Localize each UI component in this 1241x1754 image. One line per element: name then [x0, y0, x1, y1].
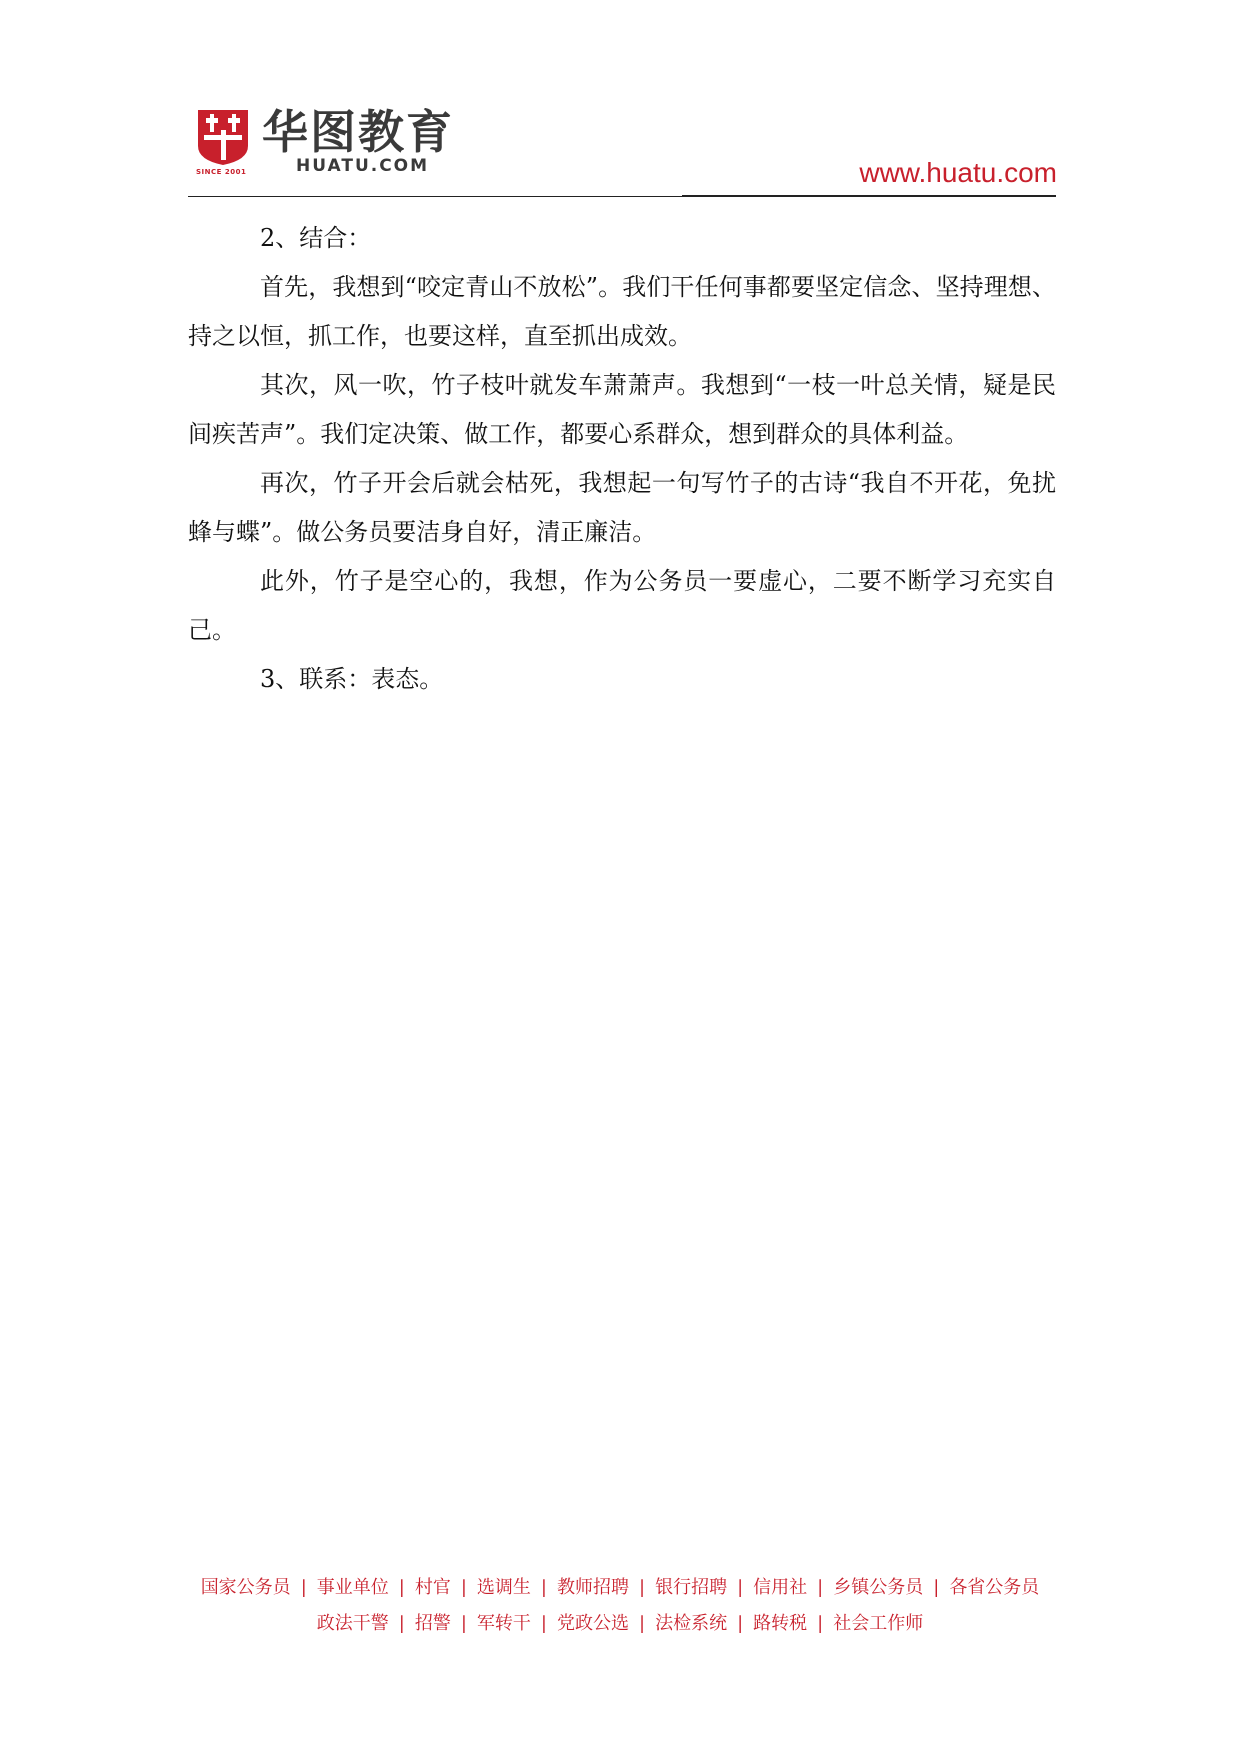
footer-separator: | [737, 1613, 744, 1634]
footer-link-item[interactable]: 教师招聘 [557, 1577, 629, 1598]
logo-since-text: SINCE 2001 [196, 168, 247, 176]
document-body [188, 214, 1056, 704]
huatu-logo-mark-icon [196, 108, 250, 166]
footer-separator: | [460, 1613, 467, 1634]
footer-link-item[interactable]: 军转干 [476, 1613, 531, 1634]
footer-separator: | [398, 1613, 405, 1634]
logo-english-name: HUATU.COM [296, 156, 430, 176]
header-divider-accent [682, 195, 1056, 197]
footer-link-item[interactable]: 社会工作师 [833, 1613, 924, 1634]
footer-link-item[interactable]: 招警 [414, 1613, 451, 1634]
footer-link-item[interactable]: 事业单位 [316, 1577, 389, 1598]
footer-separator: | [540, 1613, 547, 1634]
paragraph-section-2-heading: 2、结合： [260, 224, 372, 252]
page-header [0, 0, 1241, 200]
paragraph-third: 再次，竹子开会后就会枯死，我想起一句写竹子的古诗“我自不开花，免扰蜂与蝶”。做公务员要洁身自好，清正廉洁。 [188, 469, 1056, 546]
footer-line-2 [170, 1606, 1070, 1642]
footer-line-1 [170, 1570, 1070, 1606]
paragraph-section-3: 3、联系：表态。 [260, 665, 444, 693]
paragraph-second: 其次，风一吹，竹子枝叶就发车萧萧声。我想到“一枝一叶总关情，疑是民间疾苦声”。我们定决策、做工作，都要心系群众，想到群众的具体利益。 [188, 371, 1056, 448]
footer-link-item[interactable]: 村官 [414, 1577, 451, 1598]
footer-link-item[interactable]: 党政公选 [557, 1613, 629, 1634]
huatu-logo[interactable] [196, 105, 476, 180]
footer-link-item[interactable]: 信用社 [753, 1577, 808, 1598]
footer-separator: | [460, 1577, 467, 1598]
footer-link-item[interactable]: 选调生 [476, 1577, 531, 1598]
footer-link-item[interactable]: 乡镇公务员 [833, 1577, 924, 1598]
footer-separator: | [398, 1577, 405, 1598]
footer-links [170, 1570, 1070, 1642]
footer-link-item[interactable]: 路转税 [753, 1613, 808, 1634]
logo-chinese-name: 华图教育 [262, 105, 454, 159]
paragraph-first: 首先，我想到“咬定青山不放松”。我们干任何事都要坚定信念、坚持理想、持之以恒，抓工作，也要这样，直至抓出成效。 [188, 273, 1056, 350]
footer-separator: | [933, 1577, 940, 1598]
footer-link-item[interactable]: 国家公务员 [200, 1577, 291, 1598]
footer-link-item[interactable]: 政法干警 [316, 1613, 389, 1634]
footer-separator: | [817, 1613, 824, 1634]
footer-separator: | [737, 1577, 744, 1598]
footer-separator: | [540, 1577, 547, 1598]
footer-link-item[interactable]: 各省公务员 [949, 1577, 1040, 1598]
footer-separator: | [639, 1613, 646, 1634]
footer-separator: | [639, 1577, 646, 1598]
footer-separator: | [817, 1577, 824, 1598]
paragraph-fourth: 此外，竹子是空心的，我想，作为公务员一要虚心，二要不断学习充实自己。 [188, 567, 1056, 644]
footer-link-item[interactable]: 法检系统 [655, 1613, 728, 1634]
footer-separator: | [300, 1577, 307, 1598]
site-url-link[interactable]: www.huatu.com [859, 157, 1057, 188]
footer-link-item[interactable]: 银行招聘 [655, 1577, 728, 1598]
